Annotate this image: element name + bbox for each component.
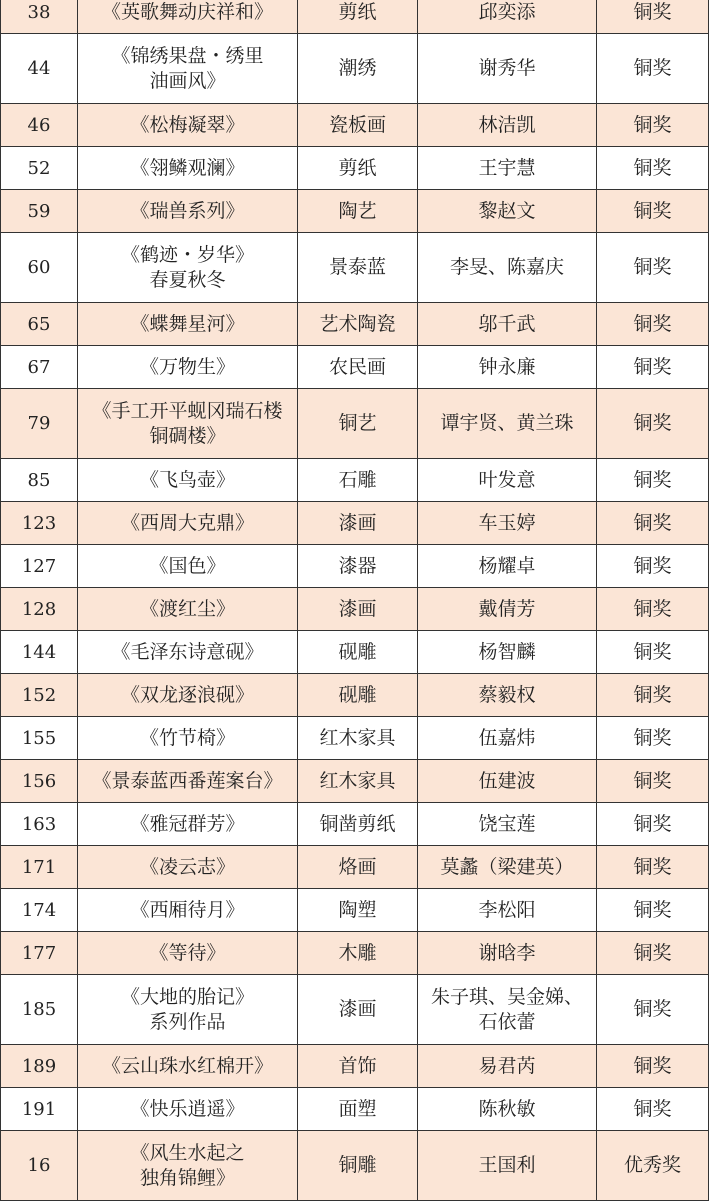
craft-category-cell: 面塑 bbox=[298, 1088, 418, 1131]
craft-category-cell: 木雕 bbox=[298, 932, 418, 975]
entry-number-cell: 189 bbox=[1, 1045, 78, 1088]
craft-category-cell: 瓷板画 bbox=[298, 104, 418, 147]
award-level-cell: 铜奖 bbox=[597, 588, 709, 631]
craft-category-cell: 首饰 bbox=[298, 1045, 418, 1088]
craft-category-cell: 红木家具 bbox=[298, 717, 418, 760]
author-cell: 莫蠡（梁建英） bbox=[418, 846, 597, 889]
work-title-cell: 《凌云志》 bbox=[78, 846, 298, 889]
entry-number-cell: 191 bbox=[1, 1088, 78, 1131]
table-row bbox=[1, 0, 709, 34]
craft-category-cell: 砚雕 bbox=[298, 631, 418, 674]
award-level-cell: 铜奖 bbox=[597, 0, 709, 34]
table-row bbox=[1, 932, 709, 975]
entry-number-cell: 85 bbox=[1, 459, 78, 502]
craft-category-cell: 烙画 bbox=[298, 846, 418, 889]
table-row bbox=[1, 502, 709, 545]
entry-number-cell: 163 bbox=[1, 803, 78, 846]
table-row bbox=[1, 303, 709, 346]
author-cell: 王国利 bbox=[418, 1131, 597, 1201]
craft-category-cell: 漆画 bbox=[298, 588, 418, 631]
entry-number-cell: 152 bbox=[1, 674, 78, 717]
work-title-cell: 《松梅凝翠》 bbox=[78, 104, 298, 147]
craft-category-cell: 砚雕 bbox=[298, 674, 418, 717]
craft-category-cell: 农民画 bbox=[298, 346, 418, 389]
award-level-cell: 铜奖 bbox=[597, 545, 709, 588]
author-cell: 陈秋敏 bbox=[418, 1088, 597, 1131]
craft-category-cell: 铜雕 bbox=[298, 1131, 418, 1201]
author-cell: 叶发意 bbox=[418, 459, 597, 502]
author-cell: 易君芮 bbox=[418, 1045, 597, 1088]
award-level-cell: 铜奖 bbox=[597, 190, 709, 233]
work-title-cell: 《风生水起之 独角锦鲤》 bbox=[78, 1131, 298, 1201]
craft-category-cell: 漆画 bbox=[298, 502, 418, 545]
craft-category-cell: 铜艺 bbox=[298, 389, 418, 459]
entry-number-cell: 44 bbox=[1, 34, 78, 104]
award-level-cell: 铜奖 bbox=[597, 1088, 709, 1131]
work-title-cell: 《快乐逍遥》 bbox=[78, 1088, 298, 1131]
award-level-cell: 铜奖 bbox=[597, 233, 709, 303]
table-row bbox=[1, 975, 709, 1045]
work-title-cell: 《飞鸟壶》 bbox=[78, 459, 298, 502]
author-cell: 杨智麟 bbox=[418, 631, 597, 674]
table-row bbox=[1, 545, 709, 588]
award-level-cell: 铜奖 bbox=[597, 932, 709, 975]
table-row bbox=[1, 889, 709, 932]
award-level-cell: 铜奖 bbox=[597, 674, 709, 717]
work-title-cell: 《竹节椅》 bbox=[78, 717, 298, 760]
entry-number-cell: 123 bbox=[1, 502, 78, 545]
table-row bbox=[1, 631, 709, 674]
author-cell: 邱奕添 bbox=[418, 0, 597, 34]
entry-number-cell: 65 bbox=[1, 303, 78, 346]
work-title-cell: 《西厢待月》 bbox=[78, 889, 298, 932]
award-level-cell: 铜奖 bbox=[597, 846, 709, 889]
table-row bbox=[1, 190, 709, 233]
table-row bbox=[1, 34, 709, 104]
work-title-cell: 《瑞兽系列》 bbox=[78, 190, 298, 233]
work-title-cell: 《双龙逐浪砚》 bbox=[78, 674, 298, 717]
author-cell: 朱子琪、吴金娣、 石依蕾 bbox=[418, 975, 597, 1045]
work-title-cell: 《锦绣果盘・绣里 油画风》 bbox=[78, 34, 298, 104]
table-row bbox=[1, 717, 709, 760]
author-cell: 戴倩芳 bbox=[418, 588, 597, 631]
author-cell: 伍嘉炜 bbox=[418, 717, 597, 760]
craft-category-cell: 景泰蓝 bbox=[298, 233, 418, 303]
work-title-cell: 《等待》 bbox=[78, 932, 298, 975]
table-row bbox=[1, 233, 709, 303]
author-cell: 饶宝莲 bbox=[418, 803, 597, 846]
work-title-cell: 《万物生》 bbox=[78, 346, 298, 389]
author-cell: 杨耀卓 bbox=[418, 545, 597, 588]
work-title-cell: 《英歌舞动庆祥和》 bbox=[78, 0, 298, 34]
entry-number-cell: 156 bbox=[1, 760, 78, 803]
craft-category-cell: 剪纸 bbox=[298, 147, 418, 190]
table-row bbox=[1, 846, 709, 889]
award-level-cell: 铜奖 bbox=[597, 459, 709, 502]
table-row bbox=[1, 1131, 709, 1201]
award-level-cell: 铜奖 bbox=[597, 34, 709, 104]
entry-number-cell: 52 bbox=[1, 147, 78, 190]
author-cell: 伍建波 bbox=[418, 760, 597, 803]
entry-number-cell: 38 bbox=[1, 0, 78, 34]
award-table-body bbox=[1, 0, 709, 1201]
award-level-cell: 铜奖 bbox=[597, 717, 709, 760]
entry-number-cell: 185 bbox=[1, 975, 78, 1045]
entry-number-cell: 128 bbox=[1, 588, 78, 631]
work-title-cell: 《西周大克鼎》 bbox=[78, 502, 298, 545]
author-cell: 钟永廉 bbox=[418, 346, 597, 389]
author-cell: 李松阳 bbox=[418, 889, 597, 932]
work-title-cell: 《蝶舞星河》 bbox=[78, 303, 298, 346]
award-level-cell: 铜奖 bbox=[597, 889, 709, 932]
craft-category-cell: 潮绣 bbox=[298, 34, 418, 104]
work-title-cell: 《翎鳞观澜》 bbox=[78, 147, 298, 190]
entry-number-cell: 16 bbox=[1, 1131, 78, 1201]
award-level-cell: 铜奖 bbox=[597, 803, 709, 846]
author-cell: 黎赵文 bbox=[418, 190, 597, 233]
author-cell: 谭宇贤、黄兰珠 bbox=[418, 389, 597, 459]
entry-number-cell: 79 bbox=[1, 389, 78, 459]
author-cell: 谢秀华 bbox=[418, 34, 597, 104]
table-row bbox=[1, 588, 709, 631]
author-cell: 车玉婷 bbox=[418, 502, 597, 545]
table-row bbox=[1, 674, 709, 717]
craft-category-cell: 红木家具 bbox=[298, 760, 418, 803]
work-title-cell: 《手工开平蚬冈瑞石楼 铜碉楼》 bbox=[78, 389, 298, 459]
award-level-cell: 铜奖 bbox=[597, 147, 709, 190]
table-row bbox=[1, 1088, 709, 1131]
table-row bbox=[1, 459, 709, 502]
author-cell: 谢晗李 bbox=[418, 932, 597, 975]
entry-number-cell: 59 bbox=[1, 190, 78, 233]
work-title-cell: 《毛泽东诗意砚》 bbox=[78, 631, 298, 674]
award-level-cell: 铜奖 bbox=[597, 389, 709, 459]
craft-category-cell: 石雕 bbox=[298, 459, 418, 502]
craft-category-cell: 陶艺 bbox=[298, 190, 418, 233]
work-title-cell: 《景泰蓝西番莲案台》 bbox=[78, 760, 298, 803]
table-row bbox=[1, 1045, 709, 1088]
craft-category-cell: 陶塑 bbox=[298, 889, 418, 932]
award-level-cell: 铜奖 bbox=[597, 502, 709, 545]
craft-category-cell: 铜凿剪纸 bbox=[298, 803, 418, 846]
entry-number-cell: 46 bbox=[1, 104, 78, 147]
work-title-cell: 《云山珠水红棉开》 bbox=[78, 1045, 298, 1088]
entry-number-cell: 155 bbox=[1, 717, 78, 760]
work-title-cell: 《大地的胎记》 系列作品 bbox=[78, 975, 298, 1045]
table-row bbox=[1, 389, 709, 459]
work-title-cell: 《国色》 bbox=[78, 545, 298, 588]
entry-number-cell: 60 bbox=[1, 233, 78, 303]
award-level-cell: 铜奖 bbox=[597, 303, 709, 346]
award-level-cell: 铜奖 bbox=[597, 104, 709, 147]
table-row bbox=[1, 346, 709, 389]
entry-number-cell: 171 bbox=[1, 846, 78, 889]
author-cell: 王宇慧 bbox=[418, 147, 597, 190]
table-row bbox=[1, 147, 709, 190]
award-level-cell: 优秀奖 bbox=[597, 1131, 709, 1201]
award-level-cell: 铜奖 bbox=[597, 975, 709, 1045]
author-cell: 李旻、陈嘉庆 bbox=[418, 233, 597, 303]
craft-category-cell: 漆器 bbox=[298, 545, 418, 588]
entry-number-cell: 67 bbox=[1, 346, 78, 389]
entry-number-cell: 127 bbox=[1, 545, 78, 588]
award-level-cell: 铜奖 bbox=[597, 346, 709, 389]
table-row bbox=[1, 104, 709, 147]
table-row bbox=[1, 803, 709, 846]
craft-category-cell: 漆画 bbox=[298, 975, 418, 1045]
author-cell: 林洁凯 bbox=[418, 104, 597, 147]
work-title-cell: 《鹤迹・岁华》 春夏秋冬 bbox=[78, 233, 298, 303]
work-title-cell: 《渡红尘》 bbox=[78, 588, 298, 631]
entry-number-cell: 177 bbox=[1, 932, 78, 975]
table-row bbox=[1, 760, 709, 803]
author-cell: 邬千武 bbox=[418, 303, 597, 346]
craft-category-cell: 剪纸 bbox=[298, 0, 418, 34]
craft-category-cell: 艺术陶瓷 bbox=[298, 303, 418, 346]
author-cell: 蔡毅权 bbox=[418, 674, 597, 717]
entry-number-cell: 174 bbox=[1, 889, 78, 932]
award-level-cell: 铜奖 bbox=[597, 760, 709, 803]
work-title-cell: 《雅冠群芳》 bbox=[78, 803, 298, 846]
award-level-cell: 铜奖 bbox=[597, 631, 709, 674]
entry-number-cell: 144 bbox=[1, 631, 78, 674]
award-level-cell: 铜奖 bbox=[597, 1045, 709, 1088]
